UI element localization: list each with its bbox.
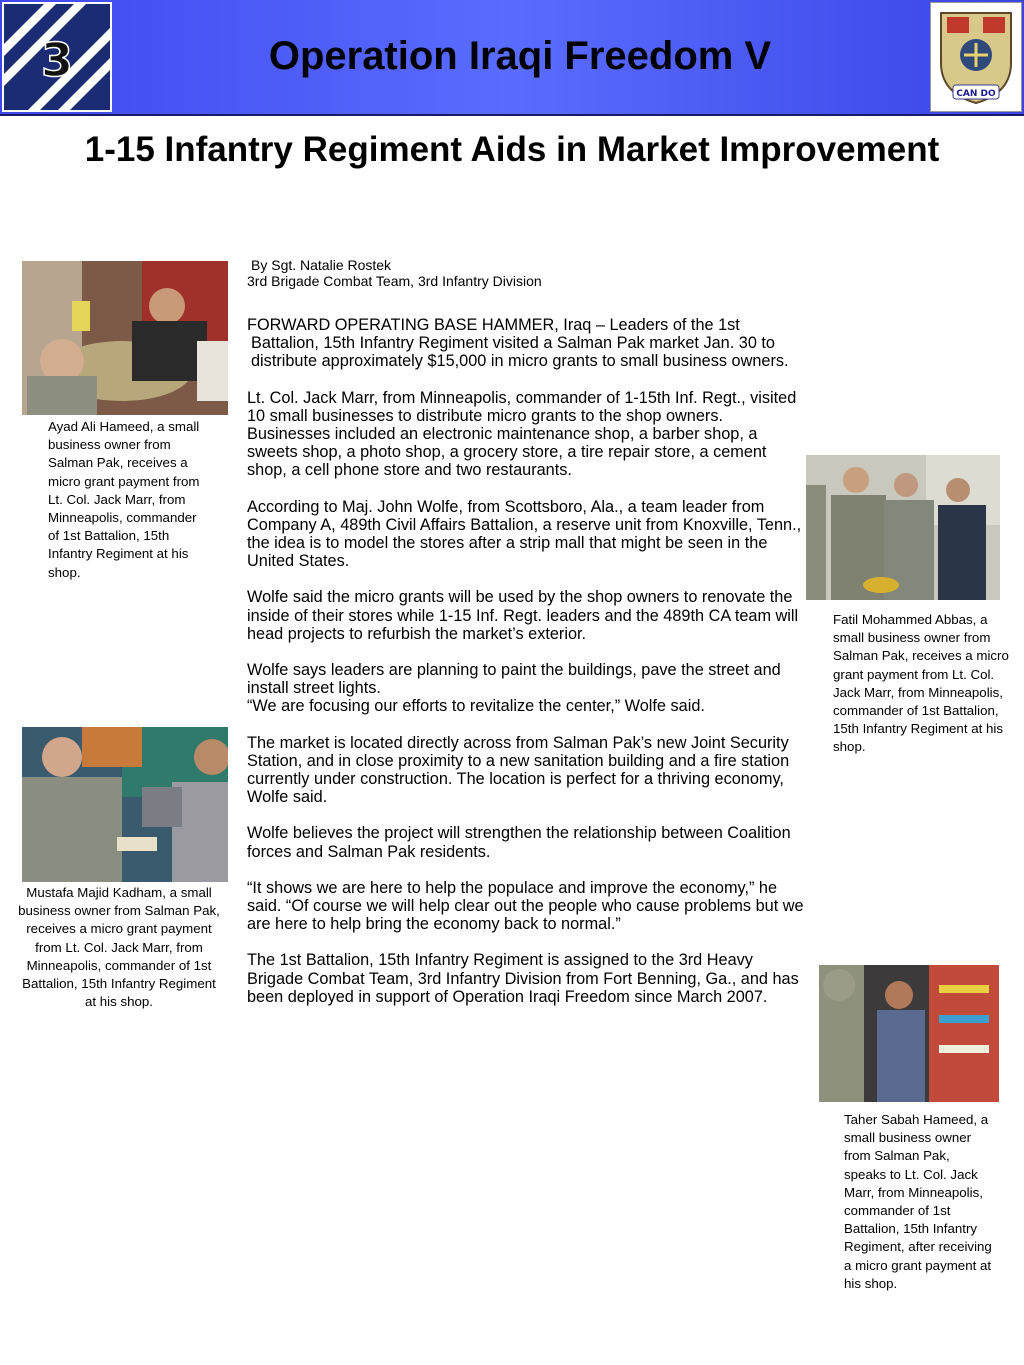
banner-title: Operation Iraqi Freedom V [268,34,772,78]
article-paragraph: Wolfe believes the project will strengthen the relationship between Coalition forces and Salman Pak residents. [247,824,791,861]
photo-caption: Mustafa Majid Kadham, a small business owner from Salman Pak, receives a micro grant payment from Lt. Col. Jack Marr, from Minneapolis, commander of 1st Battalion, 15th Infantry Regiment at his shop. [18,885,220,1010]
article-paragraph: “We are focusing our efforts to revitalize the center,” Wolfe said. [247,697,705,716]
photo-caption: Fatil Mohammed Abbas, a small business owner from Salman Pak, receives a micro grant payment from Lt. Col. Jack Marr, from Minneapolis, commander of 1st Battalion, 15th Infantry Regiment at his shop. [833,612,1009,755]
byline-unit: 3rd Brigade Combat Team, 3rd Infantry Division [247,273,542,289]
article-headline: 1-15 Infantry Regiment Aids in Market Improvement [84,130,940,169]
photo-mustafa-majid-kadham [22,727,228,882]
article-paragraph: Wolfe says leaders are planning to paint the buildings, pave the street and install street lights. [247,661,781,698]
byline-author: By Sgt. Natalie Rostek [251,257,392,273]
article-paragraph: The 1st Battalion, 15th Infantry Regiment is assigned to the 3rd Heavy Brigade Combat Team, 3rd Infantry Division from Fort Benning, Ga., and has been deployed in support of Operation Iraqi Freedom since March 2007. [247,951,799,1006]
regiment-crest-logo [930,2,1022,112]
article-paragraph: The market is located directly across from Salman Pak’s new Joint Security Station, and in close proximity to a new sanitation building and a fire station currently under construction. The location is perfect for a thriving economy, Wolfe said. [247,733,790,807]
article-paragraph: FORWARD OPERATING BASE HAMMER, Iraq – Leaders of the 1st Battalion, 15th Infantry Regiment visited a Salman Pak market Jan. 30 to distribute approximately $15,000 in micro grants to small business owners. [247,316,789,371]
photo-caption: Taher Sabah Hameed, a small business owner from Salman Pak, speaks to Lt. Col. Jack Marr, from Minneapolis, commander of 1st Battalion, 15th Infantry Regiment, after receiving a micro grant payment at his shop. [844,1112,992,1291]
crest-motto: CAN DO [956,89,996,99]
division-patch-logo [2,2,112,112]
byline [247,257,542,289]
division-number: 3 [40,33,74,87]
article-paragraph: According to Maj. John Wolfe, from Scottsboro, Ala., a team leader from Company A, 489th Civil Affairs Battalion, a reserve unit from Knoxville, Tenn., the idea is to model the stores after a strip mall that might be seen in the United States. [247,497,802,571]
photo-fatil-mohammed-abbas [806,455,1000,600]
article-paragraph: Wolfe said the micro grants will be used by the shop owners to renovate the inside of their stores while 1-15 Inf. Regt. leaders and the 489th CA team will head projects to refurbish the market’s exterior. [247,588,799,643]
article-paragraph: “It shows we are here to help the populace and improve the economy,” he said. “Of course we will help clear out the people who cause problems but we are here to help bring the economy back to normal.” [247,878,804,934]
photo-ayad-ali-hameed [22,261,228,415]
article-body [247,316,809,1024]
photo-taher-sabah-hameed [819,965,999,1102]
photo-caption: Ayad Ali Hameed, a small business owner from Salman Pak, receives a micro grant payment from Lt. Col. Jack Marr, from Minneapolis, commander of 1st Battalion, 15th Infantry Regiment at his shop. [48,419,200,580]
article-paragraph: Lt. Col. Jack Marr, from Minneapolis, commander of 1-15th Inf. Regt., visited 10 small businesses to distribute micro grants to the shop owners. Businesses included an electronic maintenance shop, a barber shop, a sweets shop, a photo shop, a grocery store, a tire repair store, a cement shop, a cell phone store and two restaurants. [247,388,797,480]
